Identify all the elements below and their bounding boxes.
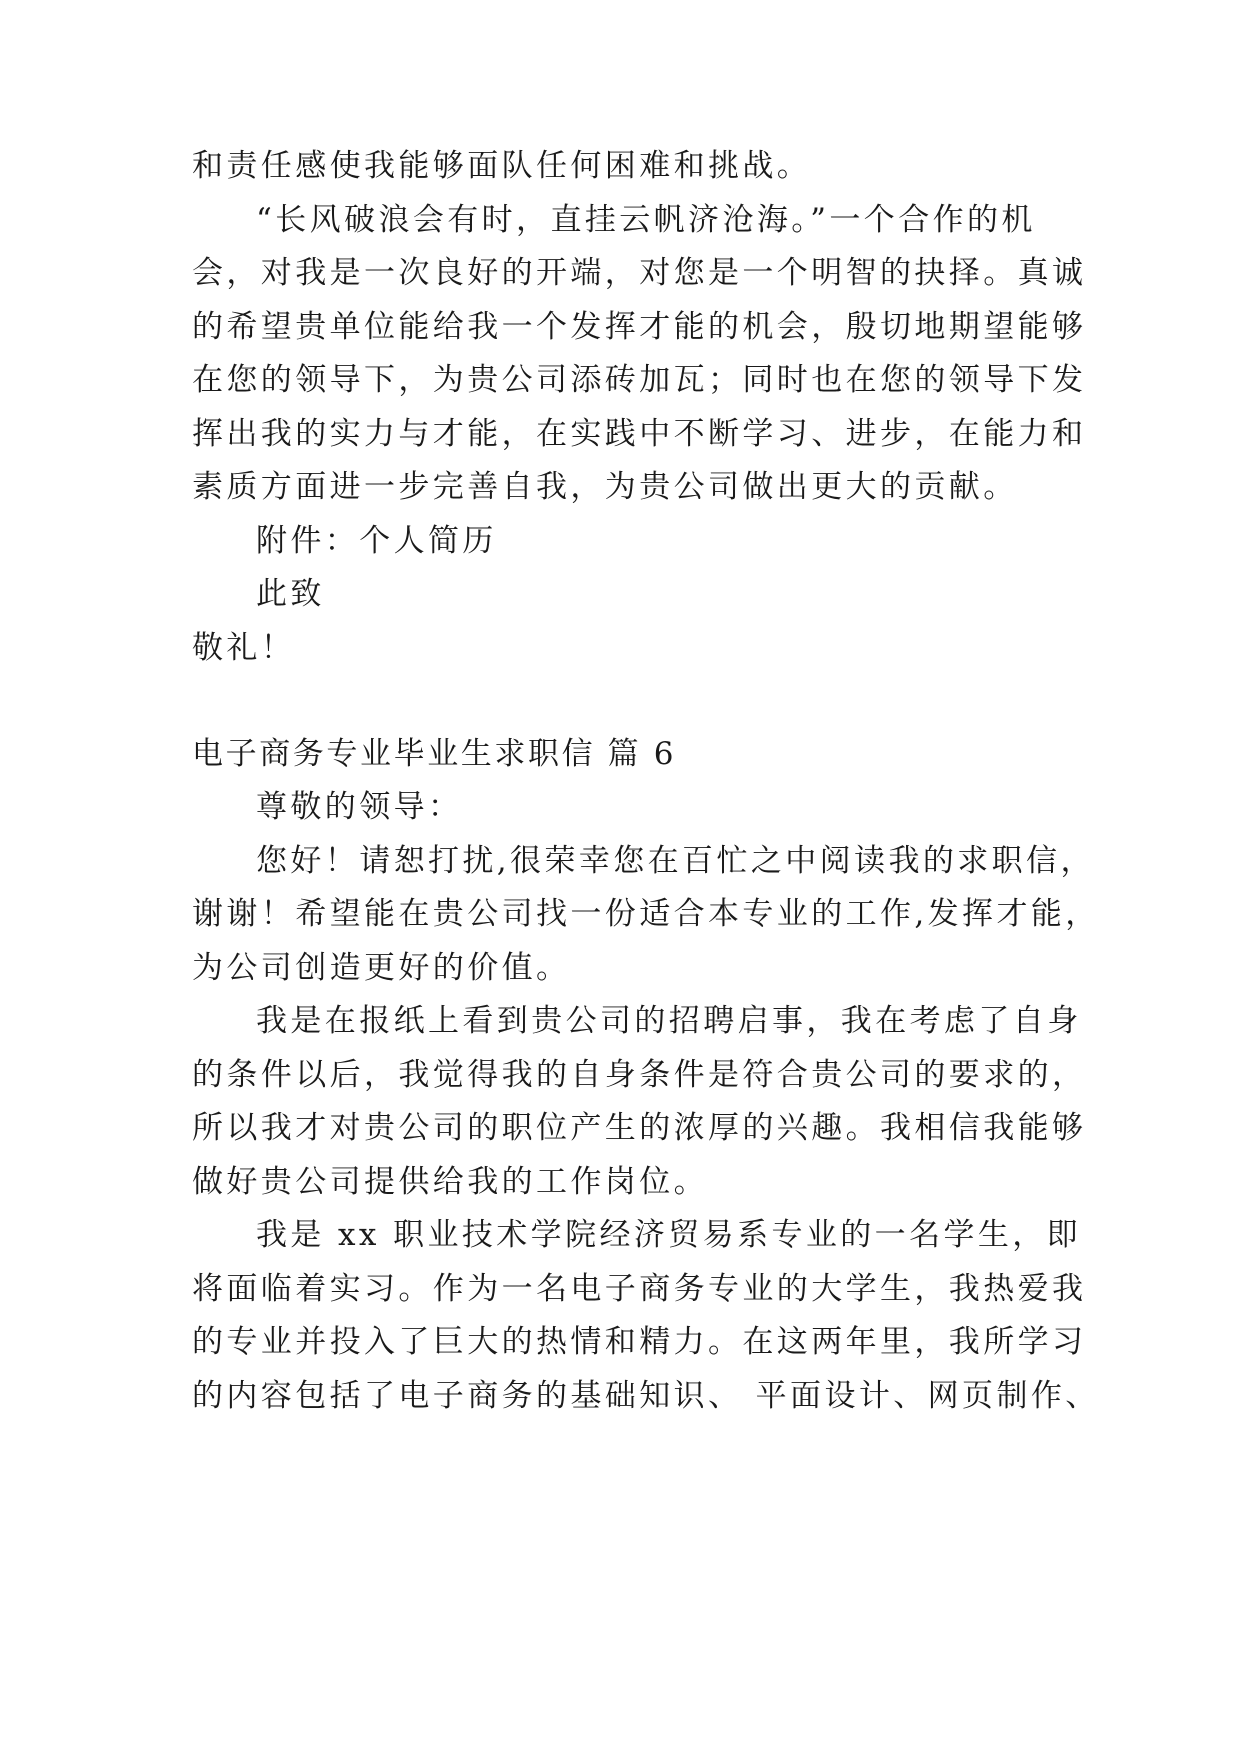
paragraph-line: 做好贵公司提供给我的工作岗位。 [192, 1164, 708, 1200]
paragraph-line: 的专业并投入了巨大的热情和精力。在这两年里，我所学习 [192, 1324, 1087, 1360]
paragraph-line: 的希望贵单位能给我一个发挥才能的机会，殷切地期望能够 [192, 309, 1087, 345]
paragraph-line: 的条件以后，我觉得我的自身条件是符合贵公司的要求的， [192, 1057, 1087, 1093]
paragraph-line: “长风破浪会有时，直挂云帆济沧海。”一个合作的机 [256, 202, 1036, 238]
paragraph-line: 我是 xx 职业技术学院经济贸易系专业的一名学生，即 [256, 1217, 1082, 1253]
paragraph-line: 我是在报纸上看到贵公司的招聘启事，我在考虑了自身 [256, 1003, 1082, 1039]
paragraph-line: 挥出我的实力与才能，在实践中不断学习、进步，在能力和 [192, 416, 1087, 452]
paragraph-line: 会，对我是一次良好的开端，对您是一个明智的抉择。真诚 [192, 255, 1087, 291]
paragraph-line: 将面临着实习。作为一名电子商务专业的大学生，我热爱我 [192, 1271, 1087, 1307]
paragraph-line: 和责任感使我能够面队任何困难和挑战。 [192, 148, 812, 184]
attachment-line: 附件：个人简历 [256, 523, 497, 559]
closing-line: 此致 [256, 576, 325, 612]
paragraph-line: 您好！请恕打扰,很荣幸您在百忙之中阅读我的求职信， [256, 843, 1095, 879]
section-heading: 电子商务专业毕业生求职信 篇 6 [192, 736, 677, 772]
paragraph-line: 素质方面进一步完善自我，为贵公司做出更大的贡献。 [192, 469, 1018, 505]
paragraph-line: 为公司创造更好的价值。 [192, 950, 571, 986]
paragraph-line: 所以我才对贵公司的职位产生的浓厚的兴趣。我相信我能够 [192, 1110, 1087, 1146]
paragraph-line: 谢谢！希望能在贵公司找一份适合本专业的工作,发挥才能， [192, 896, 1100, 932]
greeting-line: 尊敬的领导： [256, 789, 463, 825]
salutation-line: 敬礼！ [192, 630, 296, 666]
paragraph-line: 的内容包括了电子商务的基础知识、 平面设计、网页制作、 [192, 1378, 1100, 1414]
paragraph-line: 在您的领导下，为贵公司添砖加瓦；同时也在您的领导下发 [192, 362, 1087, 398]
